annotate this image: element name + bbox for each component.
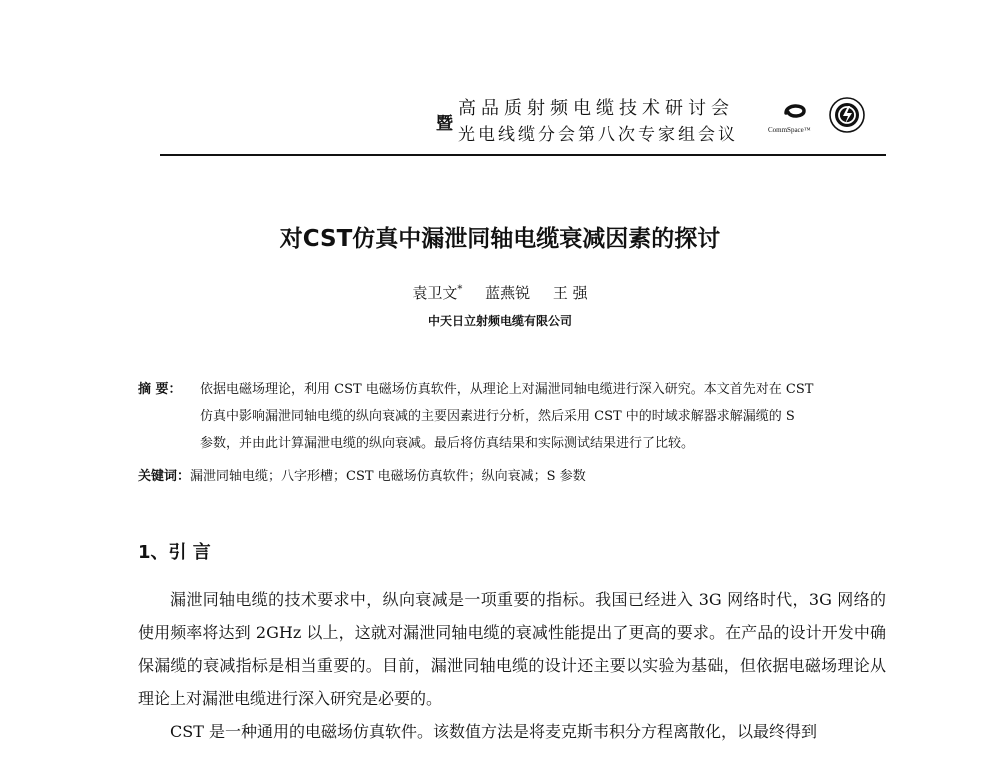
affiliation: 中天日立射频电缆有限公司 <box>427 314 572 328</box>
author-1: 袁卫文* <box>412 284 463 302</box>
abstract-line: 依据电磁场理论，利用 CST 电磁场仿真软件，从理论上对漏泄同轴电缆进行深入研究。本文首先对在 CST <box>200 382 814 397</box>
corresponding-author-mark: * <box>457 284 463 295</box>
conference-name-line2: 光电线缆分会第八次专家组会议 <box>458 125 738 145</box>
abstract-line: 仿真中影响漏泄同轴电缆的纵向衰减的主要因素进行分析，然后采用 CST 中的时域求解器求解漏缆的 S <box>200 409 795 424</box>
section-heading-introduction: 1、引 言 <box>138 542 211 563</box>
commspace-logo-text: CommSpace™ <box>768 126 811 134</box>
abstract-line: 参数，并由此计算漏泄电缆的纵向衰减。最后将仿真结果和实际测试结果进行了比较。 <box>200 436 695 451</box>
author-list <box>0 282 1000 303</box>
body-paragraph: CST 是一种通用的电磁场仿真软件。该数值方法是将麦克斯韦积分方程离散化，以最终得到 <box>170 722 817 741</box>
author-3: 王 强 <box>552 284 588 302</box>
keywords <box>138 465 586 484</box>
abstract-label: 摘 要： <box>138 382 182 397</box>
seal-logo-icon <box>828 96 866 134</box>
keywords-text: 漏泄同轴电缆；八字形槽；CST 电磁场仿真软件；纵向衰减；S 参数 <box>190 469 586 484</box>
body-paragraph: 漏泄同轴电缆的技术要求中，纵向衰减是一项重要的指标。我国已经进入 3G 网络时代，3G 网络的使用频率将达到 2GHz 以上，这就对漏泄同轴电缆的衰减性能提出了更高的要求。在产品的设计开发中确保漏缆的衰减指标是相当重要的。目前，漏泄同轴电缆的设计还主要以实验为基础，但依据电磁场理论从理论上对漏泄电缆进行深入研究是必要的。 <box>138 590 886 708</box>
header-rule <box>160 154 886 156</box>
conference-header <box>430 92 850 152</box>
paper-title: 对CST仿真中漏泄同轴电缆衰减因素的探讨 <box>279 226 721 252</box>
conference-name-line1: 高品质射频电缆技术研讨会 <box>458 98 734 119</box>
header-conjunction: 暨 <box>436 114 453 134</box>
abstract <box>138 376 890 457</box>
commspace-logo-icon <box>782 100 808 120</box>
keywords-label: 关键词： <box>138 469 191 484</box>
author-2: 蓝燕锐 <box>485 284 531 302</box>
